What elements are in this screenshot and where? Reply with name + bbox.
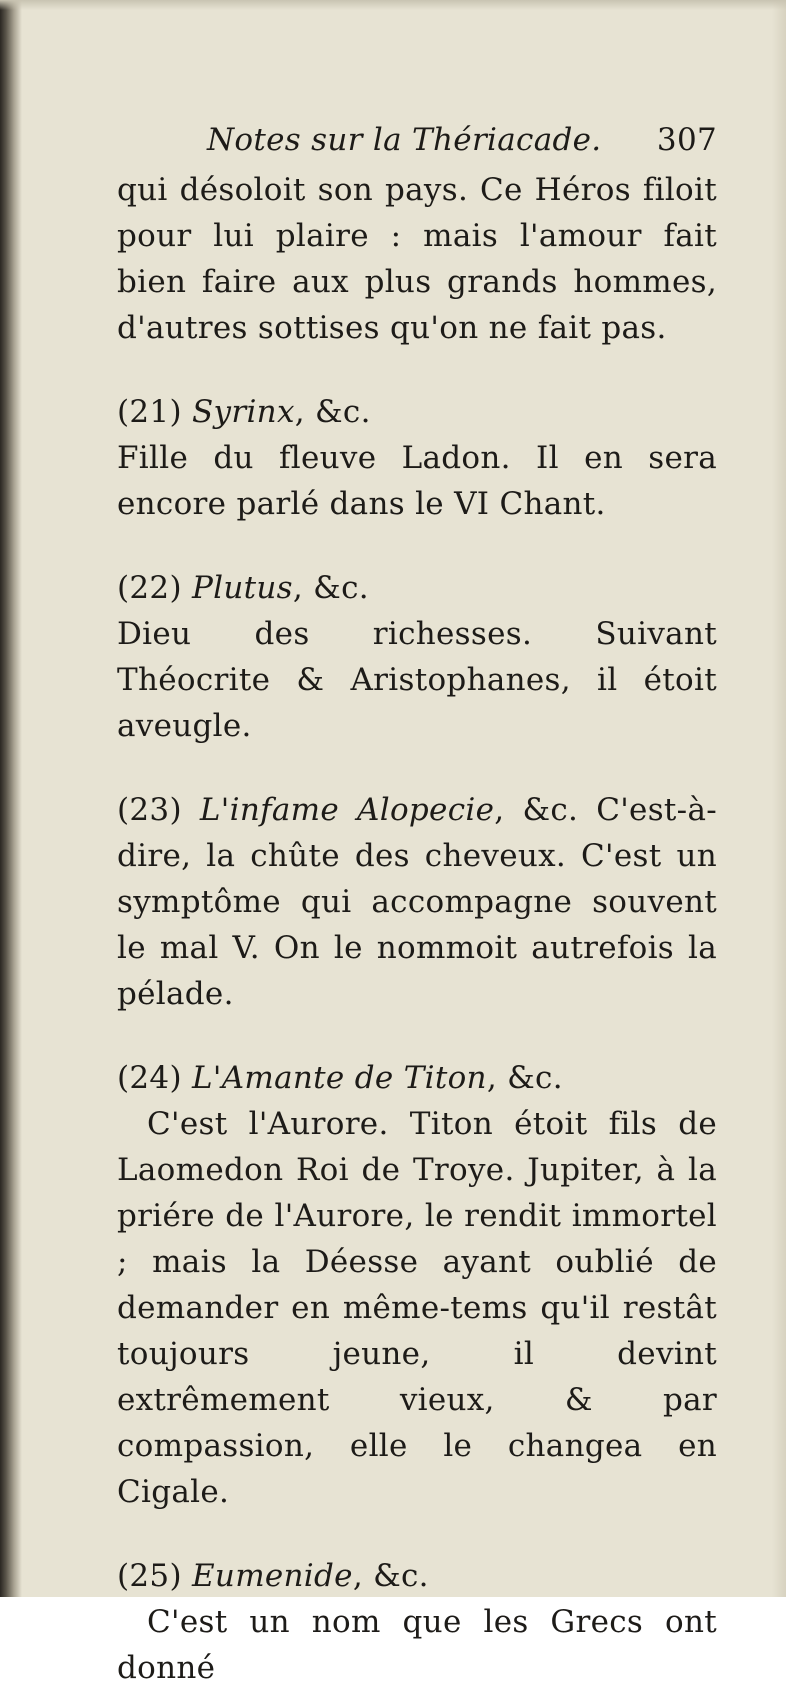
page-edge (772, 0, 786, 1597)
note-text: C'est un nom que les Grecs ont donné (117, 1604, 717, 1686)
note-24 (117, 1055, 717, 1515)
note-etc: , &c. C'est-à-dire, la chûte des cheveux. C'est un symptôme qui accompagne souvent le mal V. On le nommoit autrefois la pélade. (117, 792, 717, 1012)
note-25 (117, 1553, 717, 1691)
note-lemma: Syrinx (192, 394, 295, 430)
note-heading (117, 389, 717, 435)
note-heading (117, 1553, 717, 1599)
note-number: (25) (117, 1558, 182, 1594)
note-text: Dieu des richesses. Suivant Théocrite & Aristophanes, il étoit aveugle. (117, 616, 717, 744)
note-number: (23) (117, 792, 182, 828)
note-number: (22) (117, 570, 182, 606)
note-text: Fille du fleuve Ladon. Il en sera encore parlé dans le VI Chant. (117, 440, 717, 522)
text-block (117, 117, 717, 1691)
note-22 (117, 565, 717, 749)
running-head (117, 117, 717, 167)
running-title: Notes sur la Thériacade. (207, 122, 602, 158)
note-23 (117, 787, 717, 1017)
note-heading (117, 565, 717, 611)
note-heading (117, 1055, 717, 1101)
note-etc: , &c. (292, 570, 369, 606)
note-lemma: Plutus (192, 570, 293, 606)
note-21 (117, 389, 717, 527)
note-lemma: L'Amante de Titon (192, 1060, 487, 1096)
note-number: (24) (117, 1060, 182, 1096)
continued-paragraph: qui désoloit son pays. Ce Héros filoit pour lui plaire : mais l'amour fait bien faire aux plus grands hommes, d'autres sottises qu'on ne fait pas. (117, 172, 717, 346)
note-etc: , &c. (294, 394, 371, 430)
note-etc: , &c. (352, 1558, 429, 1594)
note-text: C'est l'Aurore. Titon étoit fils de Laomedon Roi de Troye. Jupiter, à la priére de l'Aurore, le rendit immortel ; mais la Déesse ayant oublié de demander en même-tems qu'il restât toujours jeune, il devint extrêmement vieux, & par compassion, elle le changea en Cigale. (117, 1106, 717, 1510)
note-lemma: L'infame Alopecie (199, 792, 495, 828)
page-number: 307 (656, 122, 717, 158)
note-number: (21) (117, 394, 182, 430)
note-lemma: Eumenide (192, 1558, 353, 1594)
note-paragraph (117, 787, 717, 1017)
note-etc: , &c. (486, 1060, 563, 1096)
